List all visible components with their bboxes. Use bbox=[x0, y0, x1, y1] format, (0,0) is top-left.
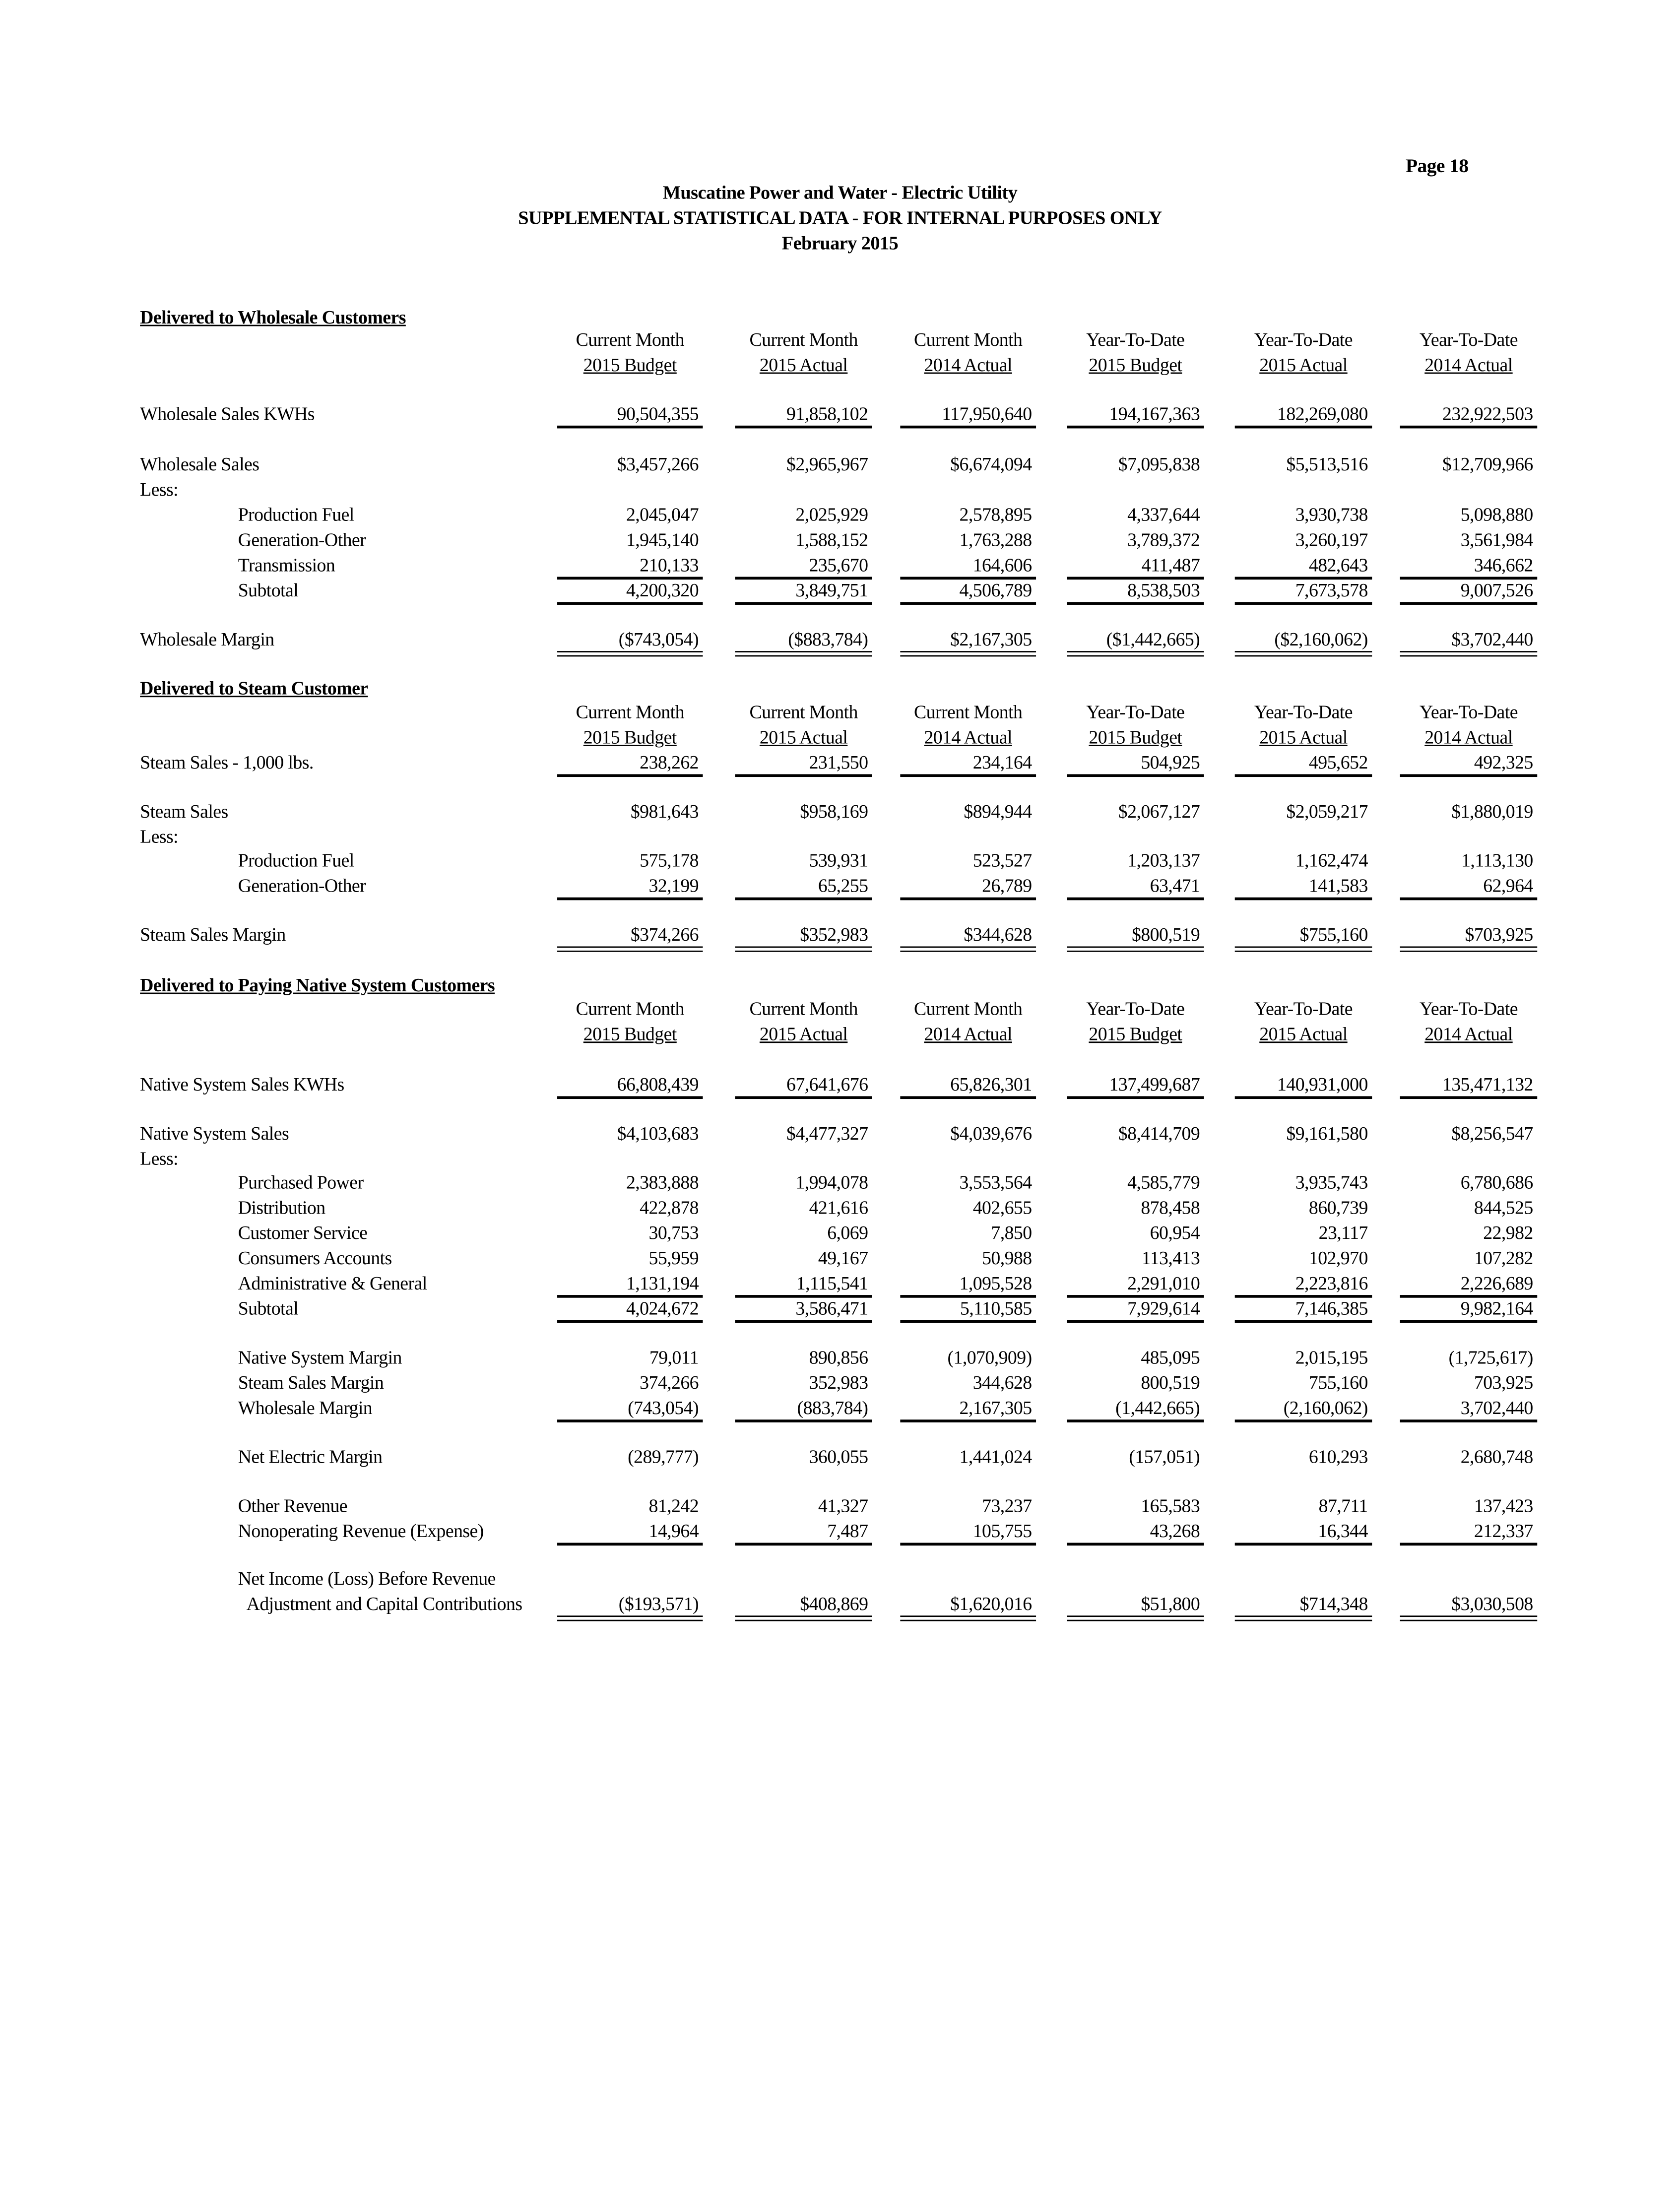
cell: ($2,160,062) bbox=[1235, 629, 1372, 656]
table-row bbox=[0, 1446, 1680, 1472]
cell: 6,780,686 bbox=[1460, 1171, 1533, 1193]
table-row bbox=[0, 801, 1680, 826]
cell: 81,242 bbox=[648, 1495, 699, 1516]
cell: 844,525 bbox=[1474, 1197, 1533, 1218]
row-label: Native System Sales KWHs bbox=[140, 1074, 344, 1095]
cell: 235,670 bbox=[735, 554, 872, 579]
table-row bbox=[0, 1172, 1680, 1197]
cell: 800,519 bbox=[1141, 1372, 1200, 1393]
cell: 1,588,152 bbox=[795, 529, 868, 550]
cell: 2,045,047 bbox=[626, 504, 699, 525]
cell: 50,988 bbox=[982, 1247, 1032, 1269]
cell: 32,199 bbox=[557, 875, 703, 901]
cell: $374,266 bbox=[557, 924, 703, 952]
row-label: Transmission bbox=[238, 554, 335, 576]
less-label: Less: bbox=[140, 1148, 179, 1169]
row-label: Steam Sales - 1,000 lbs. bbox=[140, 752, 314, 773]
cell: 7,673,578 bbox=[1235, 579, 1372, 605]
cell: 374,266 bbox=[640, 1372, 699, 1393]
cell: 890,856 bbox=[809, 1347, 868, 1368]
cell: 422,878 bbox=[640, 1197, 699, 1218]
cell: 3,849,751 bbox=[735, 579, 872, 605]
section-heading-steam: Delivered to Steam Customer bbox=[140, 677, 368, 699]
cell: 182,269,080 bbox=[1235, 403, 1372, 429]
cell: $8,414,709 bbox=[1118, 1123, 1200, 1144]
cell: 232,922,503 bbox=[1400, 403, 1538, 429]
cell: 8,538,503 bbox=[1067, 579, 1204, 605]
cell: $5,513,516 bbox=[1286, 453, 1368, 475]
cell: 2,223,816 bbox=[1235, 1273, 1372, 1298]
cell: 2,025,929 bbox=[795, 504, 868, 525]
table-row bbox=[0, 1520, 1680, 1545]
cell: (1,725,617) bbox=[1448, 1347, 1533, 1368]
table-row bbox=[0, 1372, 1680, 1397]
column-header: Year-To-Date 2015 Budget bbox=[1086, 998, 1185, 1044]
table-row bbox=[0, 554, 1680, 579]
cell: 55,959 bbox=[648, 1247, 699, 1269]
column-header: Current Month 2014 Actual bbox=[914, 329, 1023, 376]
cell: 105,755 bbox=[900, 1520, 1036, 1545]
cell: ($883,784) bbox=[735, 629, 872, 656]
column-headers-steam bbox=[0, 700, 1680, 748]
cell: 22,982 bbox=[1483, 1222, 1533, 1243]
cell: $800,519 bbox=[1067, 924, 1204, 952]
cell: 1,095,528 bbox=[900, 1273, 1036, 1298]
cell: 141,583 bbox=[1235, 875, 1372, 901]
cell: $3,030,508 bbox=[1400, 1593, 1538, 1621]
cell: 87,711 bbox=[1318, 1495, 1368, 1516]
cell: 2,167,305 bbox=[900, 1397, 1036, 1422]
cell: 1,441,024 bbox=[959, 1446, 1032, 1468]
cell: 140,931,000 bbox=[1235, 1074, 1372, 1099]
less-label: Less: bbox=[140, 479, 179, 500]
cell: 73,237 bbox=[982, 1495, 1032, 1516]
cell: 3,260,197 bbox=[1295, 529, 1368, 550]
cell: (883,784) bbox=[735, 1397, 872, 1422]
cell: (157,051) bbox=[1129, 1446, 1200, 1468]
cell: ($193,571) bbox=[557, 1593, 703, 1621]
cell: 43,268 bbox=[1067, 1520, 1204, 1545]
table-row bbox=[0, 629, 1680, 654]
cell: $2,059,217 bbox=[1286, 801, 1368, 822]
cell: 194,167,363 bbox=[1067, 403, 1204, 429]
cell: $1,880,019 bbox=[1451, 801, 1533, 822]
report-period: February 2015 bbox=[781, 232, 899, 254]
row-label: Steam Sales Margin bbox=[140, 924, 286, 945]
cell: 137,499,687 bbox=[1067, 1074, 1204, 1099]
report-subtitle: SUPPLEMENTAL STATISTICAL DATA - FOR INTERNAL PURPOSES ONLY bbox=[518, 207, 1162, 228]
cell: 346,662 bbox=[1400, 554, 1538, 579]
cell: 1,113,130 bbox=[1461, 849, 1533, 871]
cell: $7,095,838 bbox=[1118, 453, 1200, 475]
cell: 2,383,888 bbox=[626, 1171, 699, 1193]
row-label: Native System Sales bbox=[140, 1123, 289, 1144]
cell: 575,178 bbox=[640, 849, 699, 871]
row-label: Nonoperating Revenue (Expense) bbox=[238, 1520, 484, 1542]
column-header: Current Month 2015 Actual bbox=[749, 329, 858, 376]
row-label: Purchased Power bbox=[238, 1171, 364, 1193]
table-row bbox=[0, 1247, 1680, 1273]
cell: 5,098,880 bbox=[1460, 504, 1533, 525]
cell: 878,458 bbox=[1141, 1197, 1200, 1218]
section-heading-wholesale: Delivered to Wholesale Customers bbox=[140, 306, 406, 328]
cell: $9,161,580 bbox=[1286, 1123, 1368, 1144]
cell: 860,739 bbox=[1308, 1197, 1368, 1218]
column-header: Year-To-Date 2015 Budget bbox=[1086, 701, 1185, 748]
cell: 1,763,288 bbox=[959, 529, 1032, 550]
cell: 91,858,102 bbox=[735, 403, 872, 429]
cell: $4,477,327 bbox=[786, 1123, 868, 1144]
cell: 26,789 bbox=[900, 875, 1036, 901]
page-number: Page 18 bbox=[1405, 157, 1469, 178]
table-row bbox=[0, 1298, 1680, 1323]
cell: $958,169 bbox=[800, 801, 868, 822]
column-header: Year-To-Date 2014 Actual bbox=[1419, 329, 1518, 376]
less-label: Less: bbox=[140, 826, 179, 847]
cell: 504,925 bbox=[1067, 752, 1204, 777]
cell: 137,423 bbox=[1474, 1495, 1533, 1516]
cell: 421,616 bbox=[809, 1197, 868, 1218]
column-header: Year-To-Date 2014 Actual bbox=[1419, 998, 1518, 1044]
row-label: Wholesale Sales bbox=[140, 453, 259, 475]
cell: 65,255 bbox=[735, 875, 872, 901]
table-row bbox=[0, 453, 1680, 479]
cell: 62,964 bbox=[1400, 875, 1538, 901]
cell: $714,348 bbox=[1235, 1593, 1372, 1621]
cell: 492,325 bbox=[1400, 752, 1538, 777]
cell: 41,327 bbox=[818, 1495, 868, 1516]
cell: 231,550 bbox=[735, 752, 872, 777]
row-label: Production Fuel bbox=[238, 504, 354, 525]
column-header: Year-To-Date 2015 Actual bbox=[1254, 701, 1353, 748]
cell: 3,561,984 bbox=[1460, 529, 1533, 550]
column-header: Current Month 2014 Actual bbox=[914, 701, 1023, 748]
cell: 703,925 bbox=[1474, 1372, 1533, 1393]
cell: $3,457,266 bbox=[617, 453, 699, 475]
cell: $4,039,676 bbox=[950, 1123, 1032, 1144]
column-header: Current Month 2015 Actual bbox=[749, 701, 858, 748]
cell: 1,945,140 bbox=[626, 529, 699, 550]
cell: (1,070,909) bbox=[947, 1347, 1032, 1368]
row-label: Native System Margin bbox=[238, 1347, 402, 1368]
cell: $2,167,305 bbox=[900, 629, 1036, 656]
cell: $2,965,967 bbox=[786, 453, 868, 475]
cell: 9,982,164 bbox=[1400, 1298, 1538, 1323]
cell: 2,226,689 bbox=[1400, 1273, 1538, 1298]
cell: 66,808,439 bbox=[557, 1074, 703, 1099]
cell: 23,117 bbox=[1318, 1222, 1368, 1243]
cell: $4,103,683 bbox=[617, 1123, 699, 1144]
row-label: Administrative & General bbox=[238, 1272, 427, 1294]
table-row bbox=[0, 1074, 1680, 1099]
cell: ($1,442,665) bbox=[1067, 629, 1204, 656]
cell: 402,655 bbox=[972, 1197, 1032, 1218]
table-row bbox=[0, 403, 1680, 429]
cell: 1,994,078 bbox=[795, 1171, 868, 1193]
cell: 90,504,355 bbox=[557, 403, 703, 429]
table-row bbox=[0, 1222, 1680, 1247]
cell: 238,262 bbox=[557, 752, 703, 777]
cell: $981,643 bbox=[630, 801, 699, 822]
cell: 539,931 bbox=[809, 849, 868, 871]
row-label: Other Revenue bbox=[238, 1495, 348, 1516]
table-row bbox=[0, 1347, 1680, 1372]
cell: $12,709,966 bbox=[1442, 453, 1533, 475]
cell: (1,442,665) bbox=[1067, 1397, 1204, 1422]
cell: 165,583 bbox=[1141, 1495, 1200, 1516]
column-header: Year-To-Date 2015 Budget bbox=[1086, 329, 1185, 376]
report-title: Muscatine Power and Water - Electric Utility bbox=[662, 182, 1018, 203]
column-headers-native bbox=[0, 997, 1680, 1044]
cell: 523,527 bbox=[972, 849, 1032, 871]
row-label: Wholesale Margin bbox=[238, 1397, 373, 1418]
table-row bbox=[0, 504, 1680, 529]
row-label: Distribution bbox=[238, 1197, 325, 1218]
cell: 102,970 bbox=[1308, 1247, 1368, 1269]
cell: 107,282 bbox=[1474, 1247, 1533, 1269]
cell: 30,753 bbox=[648, 1222, 699, 1243]
cell: 482,643 bbox=[1235, 554, 1372, 579]
cell: 1,203,137 bbox=[1127, 849, 1200, 871]
column-header: Year-To-Date 2015 Actual bbox=[1254, 998, 1353, 1044]
cell: (2,160,062) bbox=[1235, 1397, 1372, 1422]
cell: $894,944 bbox=[964, 801, 1032, 822]
cell: 2,680,748 bbox=[1460, 1446, 1533, 1468]
cell: 3,702,440 bbox=[1400, 1397, 1538, 1422]
table-row bbox=[0, 850, 1680, 875]
cell: 9,007,526 bbox=[1400, 579, 1538, 605]
table-row bbox=[0, 875, 1680, 901]
cell: 3,553,564 bbox=[959, 1171, 1032, 1193]
row-label: Steam Sales bbox=[140, 801, 228, 822]
row-label: Subtotal bbox=[238, 579, 299, 601]
row-label-net-income-line2: Adjustment and Capital Contributions bbox=[246, 1593, 522, 1614]
cell: 5,110,585 bbox=[900, 1298, 1036, 1323]
cell: $6,674,094 bbox=[950, 453, 1032, 475]
cell: 3,789,372 bbox=[1127, 529, 1200, 550]
row-label: Wholesale Sales KWHs bbox=[140, 403, 315, 424]
cell: 49,167 bbox=[818, 1247, 868, 1269]
cell: 1,115,541 bbox=[735, 1273, 872, 1298]
cell: 495,652 bbox=[1235, 752, 1372, 777]
cell: 4,024,672 bbox=[557, 1298, 703, 1323]
column-header: Year-To-Date 2015 Actual bbox=[1254, 329, 1353, 376]
cell: 411,487 bbox=[1067, 554, 1204, 579]
cell: 234,164 bbox=[900, 752, 1036, 777]
cell: ($743,054) bbox=[557, 629, 703, 656]
row-label: Wholesale Margin bbox=[140, 628, 274, 650]
cell: 7,146,385 bbox=[1235, 1298, 1372, 1323]
cell: 1,162,474 bbox=[1295, 849, 1368, 871]
table-row bbox=[0, 529, 1680, 555]
cell: 60,954 bbox=[1150, 1222, 1200, 1243]
cell: 164,606 bbox=[900, 554, 1036, 579]
cell: 2,015,195 bbox=[1295, 1347, 1368, 1368]
column-header: Current Month 2014 Actual bbox=[914, 998, 1023, 1044]
cell: $8,256,547 bbox=[1451, 1123, 1533, 1144]
column-header: Current Month 2015 Budget bbox=[576, 701, 684, 748]
cell: 63,471 bbox=[1067, 875, 1204, 901]
cell: 117,950,640 bbox=[900, 403, 1036, 429]
cell: 135,471,132 bbox=[1400, 1074, 1538, 1099]
cell: $408,869 bbox=[735, 1593, 872, 1621]
cell: 67,641,676 bbox=[735, 1074, 872, 1099]
column-header: Current Month 2015 Actual bbox=[749, 998, 858, 1044]
row-label: Generation-Other bbox=[238, 529, 366, 550]
cell: $51,800 bbox=[1067, 1593, 1204, 1621]
cell: 344,628 bbox=[972, 1372, 1032, 1393]
row-label: Subtotal bbox=[238, 1297, 299, 1319]
column-header: Year-To-Date 2014 Actual bbox=[1419, 701, 1518, 748]
cell: 14,964 bbox=[557, 1520, 703, 1545]
cell: (289,777) bbox=[628, 1446, 699, 1468]
cell: 4,585,779 bbox=[1127, 1171, 1200, 1193]
cell: $703,925 bbox=[1400, 924, 1538, 952]
table-row bbox=[0, 752, 1680, 777]
cell: 360,055 bbox=[809, 1446, 868, 1468]
cell: $1,620,016 bbox=[900, 1593, 1036, 1621]
column-headers-wholesale bbox=[0, 327, 1680, 376]
row-label: Customer Service bbox=[238, 1222, 368, 1243]
table-row bbox=[0, 1495, 1680, 1521]
cell: 7,487 bbox=[735, 1520, 872, 1545]
table-row bbox=[0, 1593, 1680, 1618]
cell: $352,983 bbox=[735, 924, 872, 952]
cell: $344,628 bbox=[900, 924, 1036, 952]
section-heading-native: Delivered to Paying Native System Customers bbox=[140, 974, 495, 996]
table-row bbox=[0, 924, 1680, 949]
cell: $755,160 bbox=[1235, 924, 1372, 952]
cell: 7,929,614 bbox=[1067, 1298, 1204, 1323]
cell: 7,850 bbox=[991, 1222, 1032, 1243]
cell: 485,095 bbox=[1141, 1347, 1200, 1368]
table-row bbox=[0, 1197, 1680, 1223]
table-row bbox=[0, 1273, 1680, 1298]
cell: 2,291,010 bbox=[1067, 1273, 1204, 1298]
row-label: Steam Sales Margin bbox=[238, 1372, 384, 1393]
table-row bbox=[0, 1397, 1680, 1422]
cell: $2,067,127 bbox=[1118, 801, 1200, 822]
cell: 4,200,320 bbox=[557, 579, 703, 605]
cell: 755,160 bbox=[1308, 1372, 1368, 1393]
cell: 3,586,471 bbox=[735, 1298, 872, 1323]
cell: 4,337,644 bbox=[1127, 504, 1200, 525]
row-label-net-income-line1: Net Income (Loss) Before Revenue bbox=[238, 1568, 496, 1589]
cell: 610,293 bbox=[1308, 1446, 1368, 1468]
cell: $3,702,440 bbox=[1400, 629, 1538, 656]
column-header: Current Month 2015 Budget bbox=[576, 329, 684, 376]
cell: 3,930,738 bbox=[1295, 504, 1368, 525]
row-label: Generation-Other bbox=[238, 875, 366, 896]
cell: 1,131,194 bbox=[557, 1273, 703, 1298]
cell: 212,337 bbox=[1400, 1520, 1538, 1545]
cell: 65,826,301 bbox=[900, 1074, 1036, 1099]
cell: 352,983 bbox=[809, 1372, 868, 1393]
table-row bbox=[0, 1123, 1680, 1148]
cell: 210,133 bbox=[557, 554, 703, 579]
table-row bbox=[0, 579, 1680, 605]
cell: 16,344 bbox=[1235, 1520, 1372, 1545]
row-label: Net Electric Margin bbox=[238, 1446, 383, 1468]
cell: 113,413 bbox=[1141, 1247, 1200, 1269]
row-label: Consumers Accounts bbox=[238, 1247, 392, 1269]
cell: 79,011 bbox=[649, 1347, 699, 1368]
cell: 3,935,743 bbox=[1295, 1171, 1368, 1193]
row-label: Production Fuel bbox=[238, 849, 354, 871]
cell: 4,506,789 bbox=[900, 579, 1036, 605]
cell: (743,054) bbox=[557, 1397, 703, 1422]
cell: 2,578,895 bbox=[959, 504, 1032, 525]
column-header: Current Month 2015 Budget bbox=[576, 998, 684, 1044]
cell: 6,069 bbox=[827, 1222, 868, 1243]
